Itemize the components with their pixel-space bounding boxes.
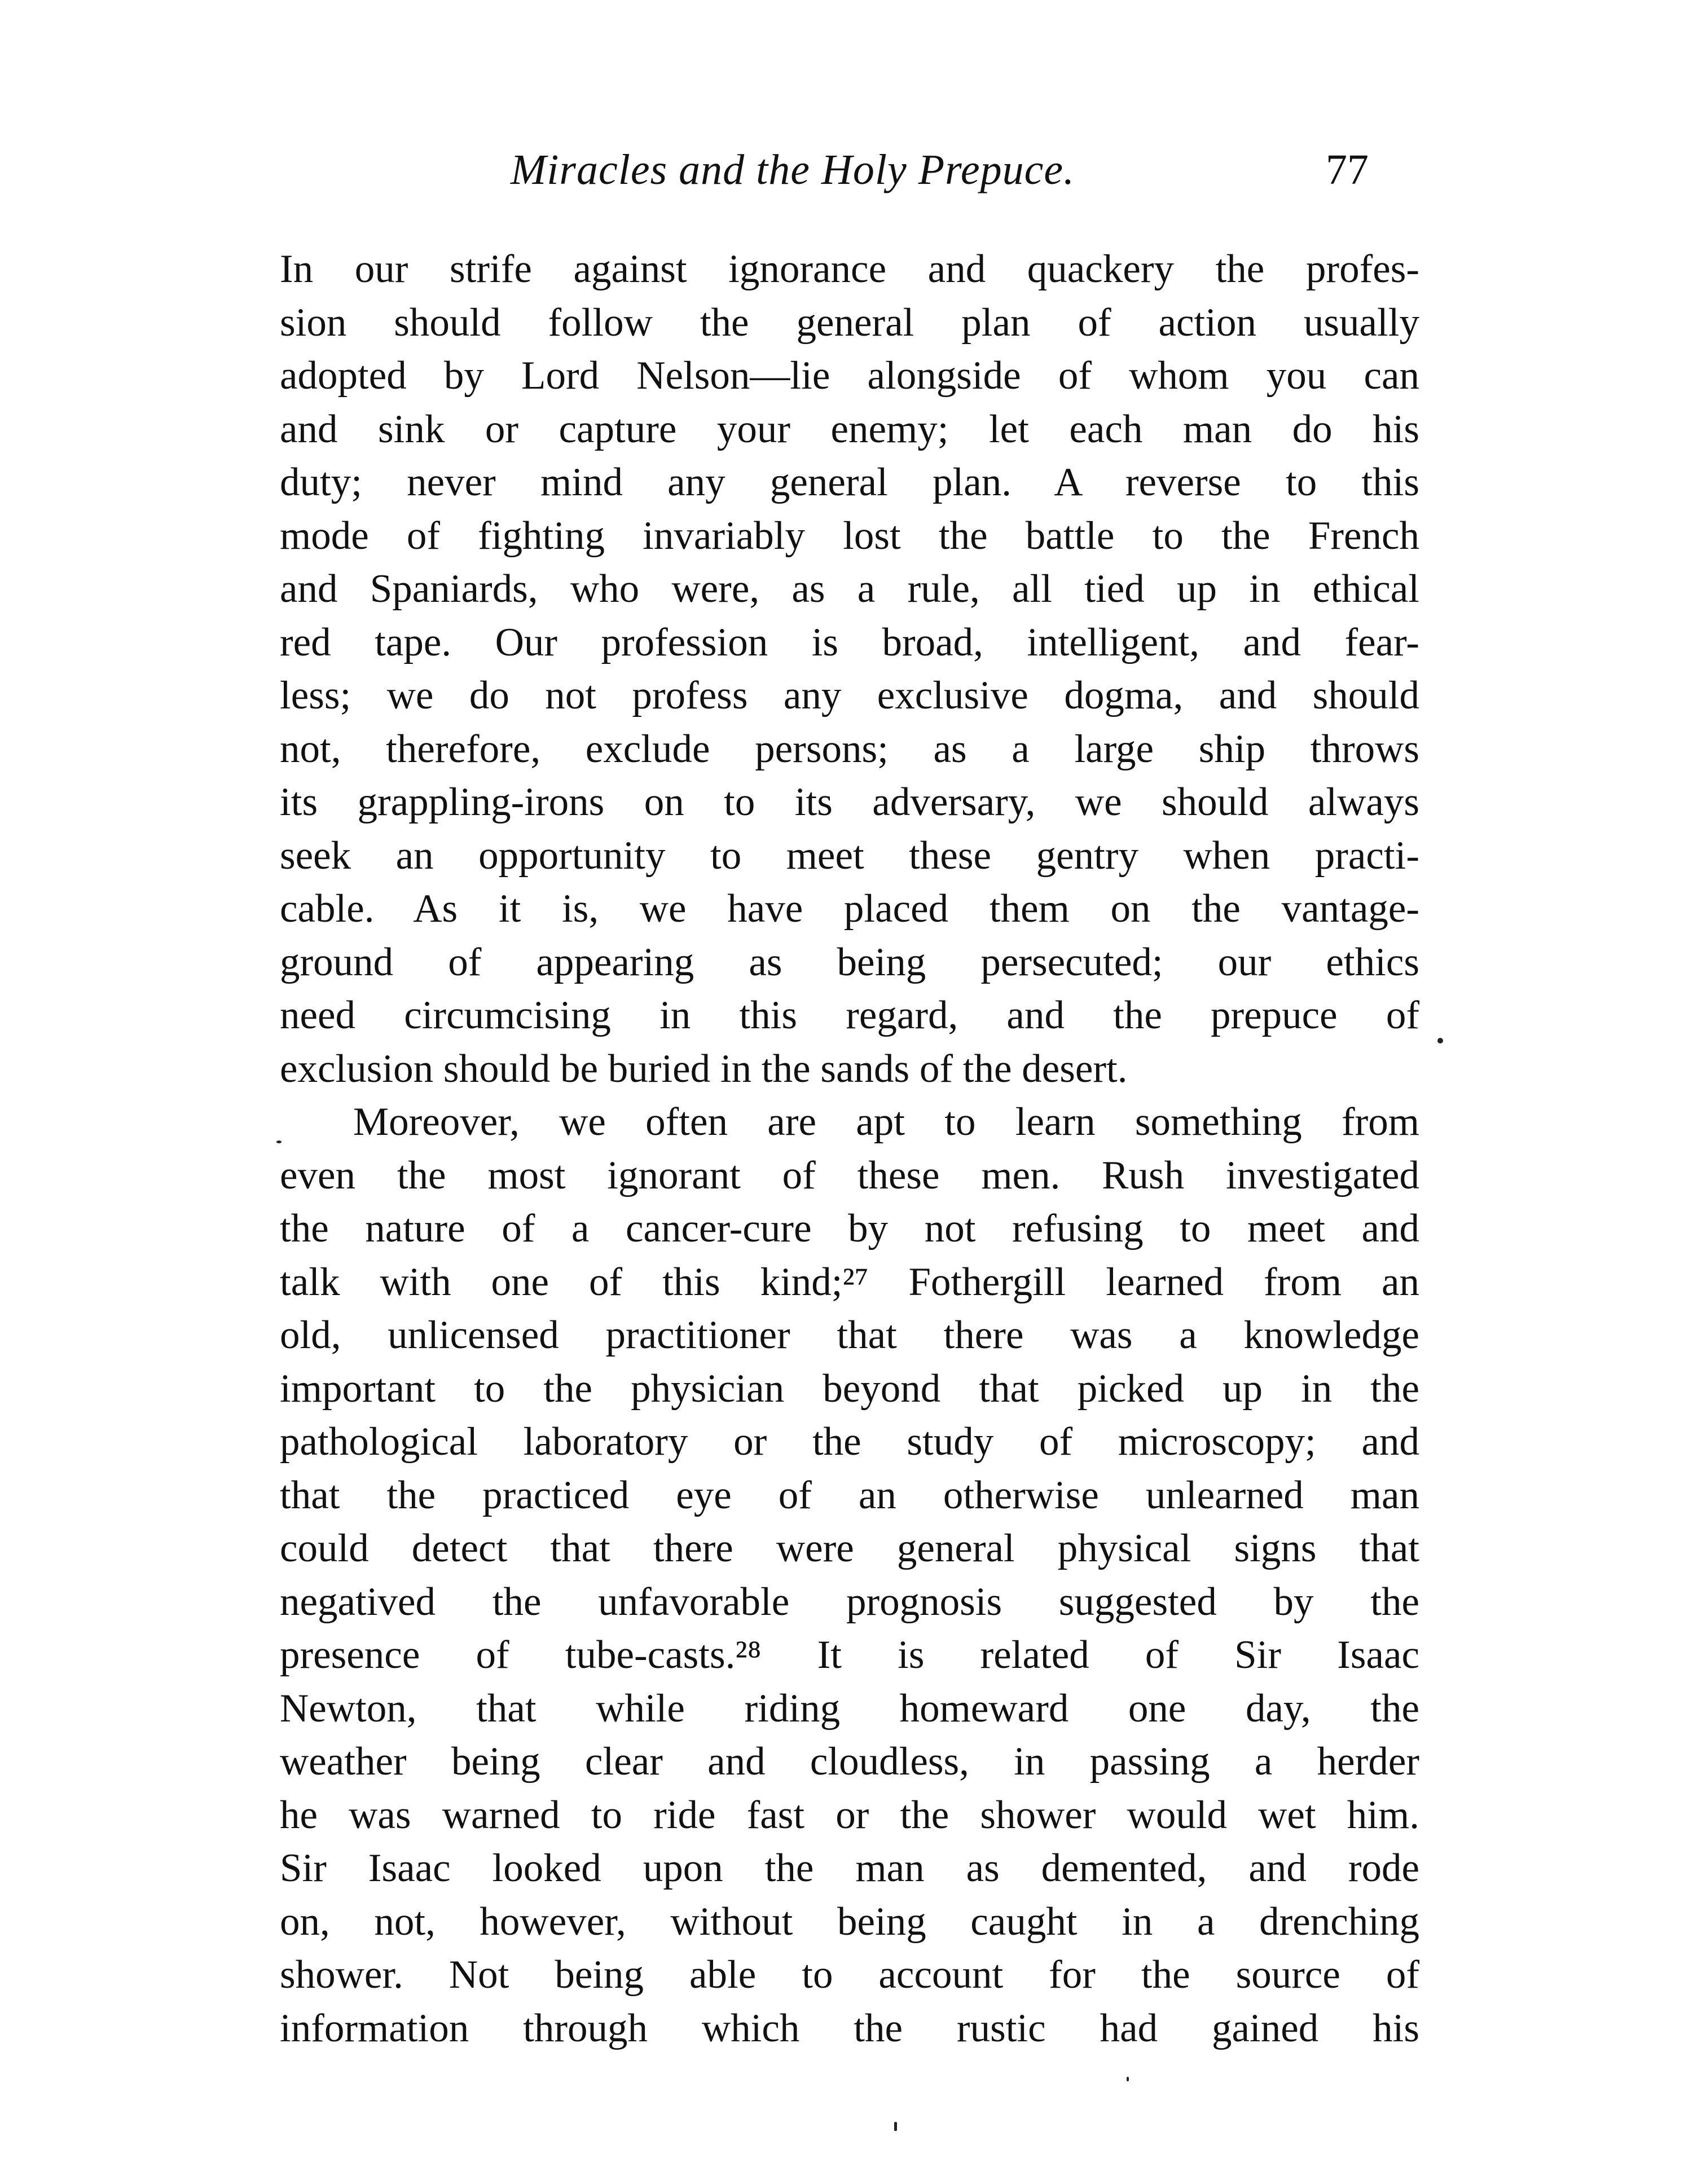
text-line: its grappling-irons on to its adversary, we should always bbox=[280, 780, 1419, 824]
ink-speck bbox=[1127, 2077, 1129, 2081]
text-line: that the practiced eye of an otherwise unlearned man bbox=[280, 1473, 1419, 1517]
text-line: cable. As it is, we have placed them on the vantage- bbox=[280, 887, 1419, 931]
text-line: shower. Not being able to account for the source of bbox=[280, 1953, 1419, 1997]
text-line: old, unlicensed practitioner that there was a knowledge bbox=[280, 1313, 1419, 1357]
text-line: Sir Isaac looked upon the man as demented, and rode bbox=[280, 1846, 1419, 1890]
ink-speck bbox=[894, 2122, 897, 2131]
ink-speck bbox=[276, 1141, 282, 1143]
text-line: duty; never mind any general plan. A reverse to this bbox=[280, 460, 1419, 504]
text-line: he was warned to ride fast or the shower would wet him. bbox=[280, 1793, 1419, 1837]
text-line: less; we do not profess any exclusive dogma, and should bbox=[280, 673, 1419, 717]
running-title: Miracles and the Holy Prepuce. bbox=[511, 146, 1075, 193]
text-line: presence of tube-casts.²⁸ It is related of Sir Isaac bbox=[280, 1633, 1419, 1677]
text-line: adopted by Lord Nelson—lie alongside of whom you can bbox=[280, 354, 1419, 398]
text-line: Newton, that while riding homeward one day, the bbox=[280, 1686, 1419, 1731]
text-line: In our strife against ignorance and quackery the profes- bbox=[280, 247, 1419, 291]
ink-speck bbox=[1437, 1038, 1443, 1043]
text-line: red tape. Our profession is broad, intelligent, and fear- bbox=[280, 620, 1419, 664]
text-line: weather being clear and cloudless, in passing a herder bbox=[280, 1740, 1419, 1784]
text-line: information through which the rustic had gained his bbox=[280, 2006, 1419, 2050]
text-line: pathological laboratory or the study of microscopy; and bbox=[280, 1420, 1419, 1464]
body-text bbox=[280, 243, 1419, 2055]
text-line: and sink or capture your enemy; let each man do his bbox=[280, 407, 1419, 451]
text-line: the nature of a cancer-cure by not refusing to meet and bbox=[280, 1207, 1419, 1250]
paragraph-2 bbox=[280, 1095, 1419, 2055]
text-line: ground of appearing as being persecuted; our ethics bbox=[280, 940, 1419, 984]
text-line: on, not, however, without being caught in a drenching bbox=[280, 1899, 1419, 1944]
text-line: could detect that there were general physical signs that bbox=[280, 1526, 1419, 1570]
text-line: and Spaniards, who were, as a rule, all tied up in ethical bbox=[280, 567, 1419, 611]
running-head bbox=[0, 146, 1693, 213]
paragraph-1 bbox=[280, 243, 1419, 1095]
text-line: sion should follow the general plan of action usually bbox=[280, 300, 1419, 345]
text-line: Moreover, we often are apt to learn something from bbox=[353, 1100, 1419, 1144]
page-number: 77 bbox=[1326, 146, 1369, 193]
text-line: important to the physician beyond that picked up in the bbox=[280, 1366, 1419, 1411]
text-line: talk with one of this kind;²⁷ Fothergill learned from an bbox=[280, 1260, 1419, 1304]
text-line: not, therefore, exclude persons; as a large ship throws bbox=[280, 726, 1419, 771]
text-line: need circumcising in this regard, and the prepuce of bbox=[280, 993, 1419, 1037]
text-line: even the most ignorant of these men. Rush investigated bbox=[280, 1153, 1419, 1197]
text-line: seek an opportunity to meet these gentry when practi- bbox=[280, 833, 1419, 878]
text-line: negatived the unfavorable prognosis suggested by the bbox=[280, 1579, 1419, 1624]
text-line: exclusion should be buried in the sands of the desert. bbox=[280, 1046, 1128, 1091]
text-line: mode of fighting invariably lost the battle to the French bbox=[280, 513, 1419, 558]
